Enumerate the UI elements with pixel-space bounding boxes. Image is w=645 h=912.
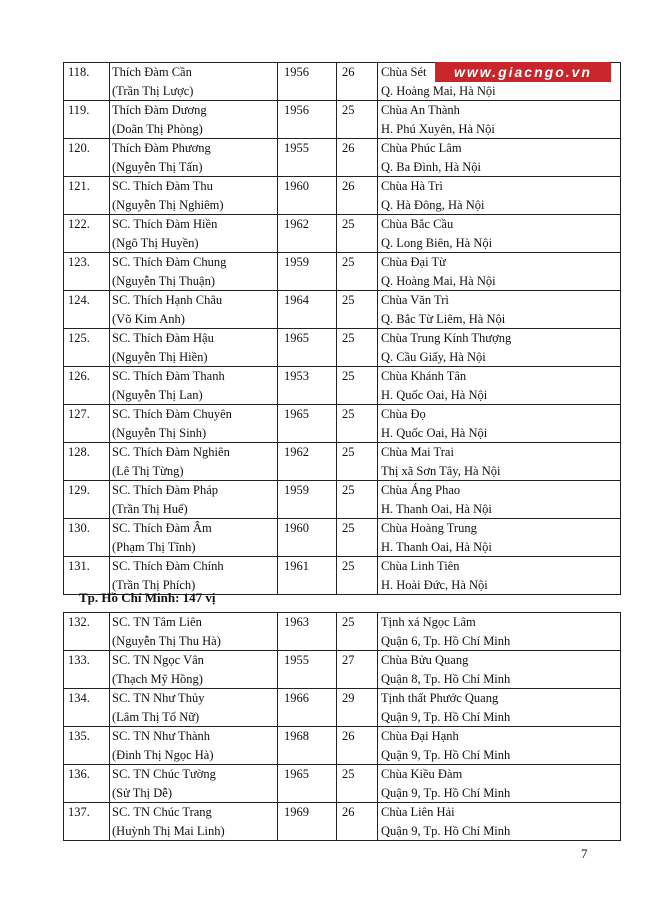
temple-cell	[378, 101, 621, 139]
row-number: 127.	[68, 407, 90, 421]
age-value: 25	[342, 521, 355, 535]
temple-name: Chùa Liên Hải	[381, 805, 455, 819]
dharma-name: SC. Thích Đàm Chính	[112, 559, 224, 573]
age-value: 25	[342, 293, 355, 307]
age-cell	[337, 215, 378, 253]
temple-location: Quận 6, Tp. Hồ Chí Minh	[381, 633, 511, 648]
temple-location: H. Thanh Oai, Hà Nội	[381, 501, 492, 516]
name-cell	[110, 651, 278, 689]
lay-name: (Đinh Thị Ngọc Hà)	[112, 747, 214, 762]
name-cell	[110, 215, 278, 253]
birth-year: 1966	[284, 691, 309, 705]
table-row	[64, 329, 621, 367]
birth-year: 1959	[284, 483, 309, 497]
age-value: 25	[342, 103, 355, 117]
lay-name: (Nguyễn Thị Nghiêm)	[112, 197, 224, 212]
row-number-cell	[64, 557, 110, 595]
temple-cell	[378, 727, 621, 765]
age-value: 26	[342, 729, 355, 743]
temple-location: H. Quốc Oai, Hà Nội	[381, 425, 488, 440]
temple-cell	[378, 613, 621, 651]
row-number-cell	[64, 519, 110, 557]
temple-name: Chùa Văn Trì	[381, 293, 449, 307]
birth-year: 1960	[284, 521, 309, 535]
table-row	[64, 405, 621, 443]
birth-year-cell	[278, 253, 337, 291]
age-cell	[337, 139, 378, 177]
lay-name: (Ngô Thị Huyền)	[112, 235, 199, 250]
age-value: 25	[342, 445, 355, 459]
row-number-cell	[64, 405, 110, 443]
row-number: 129.	[68, 483, 90, 497]
temple-location: Q. Hoàng Mai, Hà Nội	[381, 273, 496, 288]
temple-name: Chùa Sét	[381, 65, 427, 79]
row-number-cell	[64, 215, 110, 253]
age-cell	[337, 689, 378, 727]
temple-cell	[378, 329, 621, 367]
dharma-name: SC. Thích Đàm Thanh	[112, 369, 225, 383]
name-cell	[110, 557, 278, 595]
temple-location: Quận 9, Tp. Hồ Chí Minh	[381, 747, 511, 762]
table-body	[64, 63, 621, 595]
row-number: 135.	[68, 729, 90, 743]
row-number-cell	[64, 727, 110, 765]
table-row	[64, 765, 621, 803]
row-number-cell	[64, 367, 110, 405]
table-row	[64, 689, 621, 727]
birth-year-cell	[278, 443, 337, 481]
dharma-name: SC. TN Tâm Liên	[112, 615, 202, 629]
temple-name: Chùa Bửu Quang	[381, 653, 469, 667]
temple-location: Quận 8, Tp. Hồ Chí Minh	[381, 671, 511, 686]
table-row	[64, 613, 621, 651]
birth-year: 1965	[284, 407, 309, 421]
age-value: 26	[342, 65, 355, 79]
name-cell	[110, 443, 278, 481]
row-number: 130.	[68, 521, 90, 535]
birth-year-cell	[278, 519, 337, 557]
row-number: 123.	[68, 255, 90, 269]
dharma-name: SC. Thích Đàm Chuyên	[112, 407, 232, 421]
dharma-name: SC. Thích Đàm Hiền	[112, 217, 218, 231]
temple-cell	[378, 519, 621, 557]
temple-name: Chùa Đại Hạnh	[381, 729, 459, 743]
table-row	[64, 727, 621, 765]
row-number-cell	[64, 101, 110, 139]
birth-year: 1959	[284, 255, 309, 269]
temple-cell	[378, 405, 621, 443]
lay-name: (Trần Thị Lược)	[112, 83, 194, 98]
age-cell	[337, 291, 378, 329]
temple-location: H. Thanh Oai, Hà Nội	[381, 539, 492, 554]
dharma-name: SC. TN Như Thủy	[112, 691, 205, 705]
name-cell	[110, 63, 278, 101]
temple-location: Q. Hà Đông, Hà Nội	[381, 197, 485, 212]
age-cell	[337, 765, 378, 803]
birth-year-cell	[278, 139, 337, 177]
row-number: 126.	[68, 369, 90, 383]
row-number-cell	[64, 689, 110, 727]
temple-cell	[378, 689, 621, 727]
temple-name: Chùa Hà Trì	[381, 179, 443, 193]
age-cell	[337, 63, 378, 101]
temple-name: Chùa Mai Trai	[381, 445, 454, 459]
temple-cell	[378, 291, 621, 329]
birth-year-cell	[278, 481, 337, 519]
row-number-cell	[64, 329, 110, 367]
temple-cell	[378, 253, 621, 291]
row-number: 120.	[68, 141, 90, 155]
birth-year: 1965	[284, 767, 309, 781]
birth-year-cell	[278, 329, 337, 367]
table-row	[64, 253, 621, 291]
table-row	[64, 139, 621, 177]
age-cell	[337, 443, 378, 481]
dharma-name: SC. Thích Đàm Âm	[112, 521, 212, 535]
temple-name: Chùa Trung Kính Thượng	[381, 331, 512, 345]
row-number: 134.	[68, 691, 90, 705]
name-cell	[110, 481, 278, 519]
birth-year-cell	[278, 689, 337, 727]
lay-name: (Trần Thị Huế)	[112, 501, 188, 516]
birth-year: 1968	[284, 729, 309, 743]
age-value: 25	[342, 217, 355, 231]
age-cell	[337, 727, 378, 765]
temple-location: Q. Cầu Giấy, Hà Nội	[381, 349, 486, 364]
age-cell	[337, 405, 378, 443]
age-value: 27	[342, 653, 355, 667]
age-value: 25	[342, 331, 355, 345]
age-cell	[337, 253, 378, 291]
temple-location: H. Hoài Đức, Hà Nội	[381, 577, 488, 592]
table-row	[64, 557, 621, 595]
temple-name: Tịnh thất Phước Quang	[381, 691, 499, 705]
age-value: 26	[342, 805, 355, 819]
lay-name: (Phạm Thị Tĩnh)	[112, 539, 196, 554]
table-row	[64, 215, 621, 253]
dharma-name: SC. TN Như Thành	[112, 729, 210, 743]
row-number: 136.	[68, 767, 90, 781]
birth-year: 1956	[284, 65, 309, 79]
temple-location: H. Phú Xuyên, Hà Nội	[381, 121, 495, 136]
name-cell	[110, 519, 278, 557]
dharma-name: SC. TN Chúc Trang	[112, 805, 212, 819]
row-number-cell	[64, 443, 110, 481]
row-number-cell	[64, 765, 110, 803]
birth-year-cell	[278, 63, 337, 101]
age-value: 25	[342, 369, 355, 383]
row-number: 133.	[68, 653, 90, 667]
birth-year-cell	[278, 727, 337, 765]
name-cell	[110, 101, 278, 139]
lay-name: (Nguyễn Thị Thuận)	[112, 273, 215, 288]
temple-name: Chùa Phúc Lâm	[381, 141, 462, 155]
age-value: 25	[342, 483, 355, 497]
dharma-name: Thích Đàm Phương	[112, 141, 211, 155]
temple-location: Q. Ba Đình, Hà Nội	[381, 159, 481, 174]
name-cell	[110, 689, 278, 727]
ordination-table-hcmc	[63, 612, 621, 841]
dharma-name: Thích Đàm Cần	[112, 65, 192, 79]
name-cell	[110, 253, 278, 291]
birth-year: 1963	[284, 615, 309, 629]
age-cell	[337, 367, 378, 405]
temple-cell	[378, 803, 621, 841]
name-cell	[110, 329, 278, 367]
table-row	[64, 803, 621, 841]
temple-name: Chùa Áng Phao	[381, 483, 461, 497]
row-number: 128.	[68, 445, 90, 459]
lay-name: (Lê Thị Từng)	[112, 463, 184, 478]
age-cell	[337, 177, 378, 215]
row-number-cell	[64, 177, 110, 215]
temple-cell	[378, 215, 621, 253]
row-number-cell	[64, 139, 110, 177]
table-body	[64, 613, 621, 841]
temple-cell	[378, 177, 621, 215]
birth-year-cell	[278, 405, 337, 443]
birth-year-cell	[278, 613, 337, 651]
lay-name: (Nguyễn Thị Hiền)	[112, 349, 208, 364]
dharma-name: SC. Thích Hạnh Châu	[112, 293, 223, 307]
birth-year: 1961	[284, 559, 309, 573]
page-number: 7	[581, 846, 588, 861]
age-cell	[337, 613, 378, 651]
birth-year: 1953	[284, 369, 309, 383]
name-cell	[110, 613, 278, 651]
dharma-name: SC. Thích Đàm Thu	[112, 179, 213, 193]
lay-name: (Lâm Thị Tố Nữ)	[112, 709, 200, 724]
temple-location: Thị xã Sơn Tây, Hà Nội	[381, 463, 501, 478]
row-number-cell	[64, 651, 110, 689]
table-row	[64, 101, 621, 139]
table-row	[64, 651, 621, 689]
temple-name: Tịnh xá Ngọc Lâm	[381, 615, 476, 629]
temple-location: H. Quốc Oai, Hà Nội	[381, 387, 488, 402]
lay-name: (Sử Thị Dễ)	[112, 785, 173, 800]
age-value: 25	[342, 255, 355, 269]
row-number: 137.	[68, 805, 90, 819]
row-number-cell	[64, 613, 110, 651]
dharma-name: SC. Thích Đàm Hậu	[112, 331, 214, 345]
name-cell	[110, 727, 278, 765]
birth-year: 1965	[284, 331, 309, 345]
birth-year-cell	[278, 101, 337, 139]
row-number: 124.	[68, 293, 90, 307]
temple-location: Quận 9, Tp. Hồ Chí Minh	[381, 823, 511, 838]
birth-year-cell	[278, 557, 337, 595]
age-value: 25	[342, 615, 355, 629]
temple-location: Q. Long Biên, Hà Nội	[381, 235, 493, 250]
table-row	[64, 443, 621, 481]
row-number: 121.	[68, 179, 90, 193]
birth-year-cell	[278, 367, 337, 405]
name-cell	[110, 139, 278, 177]
dharma-name: SC. TN Ngọc Vân	[112, 653, 204, 667]
name-cell	[110, 803, 278, 841]
birth-year: 1969	[284, 805, 309, 819]
lay-name: (Huỳnh Thị Mai Linh)	[112, 823, 225, 838]
temple-cell	[378, 651, 621, 689]
row-number: 122.	[68, 217, 90, 231]
temple-cell	[378, 443, 621, 481]
row-number-cell	[64, 253, 110, 291]
row-number-cell	[64, 481, 110, 519]
table-row	[64, 481, 621, 519]
name-cell	[110, 367, 278, 405]
birth-year-cell	[278, 177, 337, 215]
birth-year: 1962	[284, 445, 309, 459]
age-value: 26	[342, 179, 355, 193]
age-value: 29	[342, 691, 355, 705]
dharma-name: SC. Thích Đàm Nghiên	[112, 445, 230, 459]
temple-location: Quận 9, Tp. Hồ Chí Minh	[381, 785, 511, 800]
age-cell	[337, 803, 378, 841]
age-value: 25	[342, 559, 355, 573]
row-number-cell	[64, 803, 110, 841]
ordination-table-hanoi	[63, 62, 621, 595]
lay-name: (Võ Kim Anh)	[112, 311, 185, 326]
temple-name: Chùa Linh Tiên	[381, 559, 460, 573]
age-cell	[337, 651, 378, 689]
temple-name: Chùa Kiều Đàm	[381, 767, 463, 781]
age-cell	[337, 329, 378, 367]
dharma-name: Thích Đàm Dương	[112, 103, 207, 117]
age-cell	[337, 519, 378, 557]
row-number-cell	[64, 291, 110, 329]
age-cell	[337, 481, 378, 519]
temple-name: Chùa Đại Từ	[381, 255, 446, 269]
row-number-cell	[64, 63, 110, 101]
age-value: 26	[342, 141, 355, 155]
dharma-name: SC. Thích Đàm Pháp	[112, 483, 219, 497]
watermark-banner: www.giacngo.vn	[435, 62, 611, 82]
temple-name: Chùa Đọ	[381, 407, 426, 421]
table-row	[64, 367, 621, 405]
birth-year: 1956	[284, 103, 309, 117]
name-cell	[110, 177, 278, 215]
birth-year: 1960	[284, 179, 309, 193]
temple-location: Q. Bắc Từ Liêm, Hà Nội	[381, 311, 506, 326]
section-title: Tp. Hồ Chí Minh: 147 vị	[79, 590, 216, 605]
age-value: 25	[342, 767, 355, 781]
age-value: 25	[342, 407, 355, 421]
age-cell	[337, 101, 378, 139]
birth-year-cell	[278, 765, 337, 803]
birth-year: 1964	[284, 293, 309, 307]
name-cell	[110, 405, 278, 443]
temple-name: Chùa Hoàng Trung	[381, 521, 477, 535]
row-number: 131.	[68, 559, 90, 573]
name-cell	[110, 291, 278, 329]
temple-location: Quận 9, Tp. Hồ Chí Minh	[381, 709, 511, 724]
row-number: 132.	[68, 615, 90, 629]
birth-year: 1955	[284, 141, 309, 155]
lay-name: (Nguyễn Thị Thu Hà)	[112, 633, 221, 648]
birth-year-cell	[278, 651, 337, 689]
table-row	[64, 291, 621, 329]
lay-name: (Trần Thị Phích)	[112, 577, 196, 592]
dharma-name: SC. Thích Đàm Chung	[112, 255, 227, 269]
dharma-name: SC. TN Chúc Tường	[112, 767, 216, 781]
lay-name: (Nguyễn Thị Lan)	[112, 387, 203, 402]
row-number: 119.	[68, 103, 90, 117]
row-number: 118.	[68, 65, 90, 79]
temple-name: Chùa Bắc Cầu	[381, 217, 454, 231]
temple-cell	[378, 481, 621, 519]
temple-name: Chùa Khánh Tân	[381, 369, 467, 383]
birth-year-cell	[278, 803, 337, 841]
temple-name: Chùa An Thành	[381, 103, 460, 117]
birth-year-cell	[278, 215, 337, 253]
lay-name: (Thạch Mỹ Hồng)	[112, 671, 203, 686]
table-row	[64, 519, 621, 557]
birth-year: 1962	[284, 217, 309, 231]
birth-year-cell	[278, 291, 337, 329]
row-number: 125.	[68, 331, 90, 345]
temple-cell	[378, 765, 621, 803]
temple-cell	[378, 367, 621, 405]
temple-location: Q. Hoàng Mai, Hà Nội	[381, 83, 496, 98]
temple-cell	[378, 139, 621, 177]
age-cell	[337, 557, 378, 595]
temple-cell	[378, 557, 621, 595]
table-row	[64, 177, 621, 215]
lay-name: (Nguyễn Thị Sinh)	[112, 425, 207, 440]
lay-name: (Doãn Thị Phòng)	[112, 121, 203, 136]
lay-name: (Nguyễn Thị Tấn)	[112, 159, 203, 174]
birth-year: 1955	[284, 653, 309, 667]
name-cell	[110, 765, 278, 803]
